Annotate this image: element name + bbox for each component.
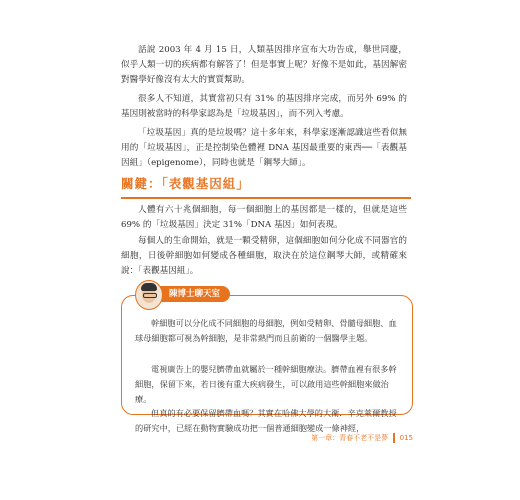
chat-room-header — [135, 280, 275, 306]
chapter-label: 第一章：青春不老不是夢 — [311, 434, 389, 442]
body-paragraph-2: 很多人不知道，其實當初只有 31% 的基因排序完成，而另外 69% 的基因則被當時的科學家認為是「垃圾基因」，而不列入考慮。 — [121, 94, 407, 119]
avatar — [135, 280, 163, 310]
section-heading: 關鍵：「表觀基因組」 — [121, 176, 250, 191]
page-number: 015 — [399, 434, 413, 442]
section-paragraph-2: 每個人的生命開始，就是一顆受精卵，這個細胞如何分化成不同器官的細胞，日後幹細胞如何變成各種細胞，取決在於這位鋼琴大師，或精確來說：「表觀基因組」。 — [121, 236, 407, 276]
page-footer — [311, 433, 413, 443]
chat-paragraph-1: 幹細胞可以分化成不同細胞的母細胞，例如受精卵、骨髓母細胞、血球母細胞都可視為幹細胞，是非常熱門而且前衛的一個醫學主題。 — [135, 318, 397, 343]
body-paragraph-1: 話說 2003 年 4 月 15 日，人類基因排序宣布大功告成，舉世同慶，似乎人類一切的疾病都有解答了！但是事實上呢？好像不是如此，基因解密對醫學好像沒有太大的實質幫助。 — [121, 45, 407, 85]
section-paragraph-1: 人體有六十兆個細胞，每一個細胞上的基因都是一樣的，但就是這些 69% 的「垃圾基因」決定 31%「DNA 基因」如何表現。 — [121, 205, 407, 230]
heading-divider — [121, 197, 411, 199]
chat-paragraph-3: 但真的有必要保留臍帶血嗎？其實在哈佛大學的大衛．辛克萊爾教授的研究中，已經在動物實驗成功把一個普通細胞變成一條神經， — [135, 408, 397, 433]
body-paragraph-3: 「垃圾基因」真的是垃圾嗎？這十多年來，科學家逐漸認識這些看似無用的「垃圾基因」，正是控制染色體裡 DNA 基因最重要的東西──「表觀基因組」（epigenome），同時也就是「鋼琴大師」。 — [121, 128, 407, 168]
chat-paragraph-2: 電視廣告上的嬰兒臍帶血就屬於一種幹細胞療法。臍帶血裡有很多幹細胞，保留下來，若日後有重大疾病發生，可以啟用這些幹細胞來做治療。 — [135, 364, 397, 404]
chat-room-title: 陳博士聊天室 — [159, 286, 230, 302]
footer-divider — [393, 433, 395, 443]
